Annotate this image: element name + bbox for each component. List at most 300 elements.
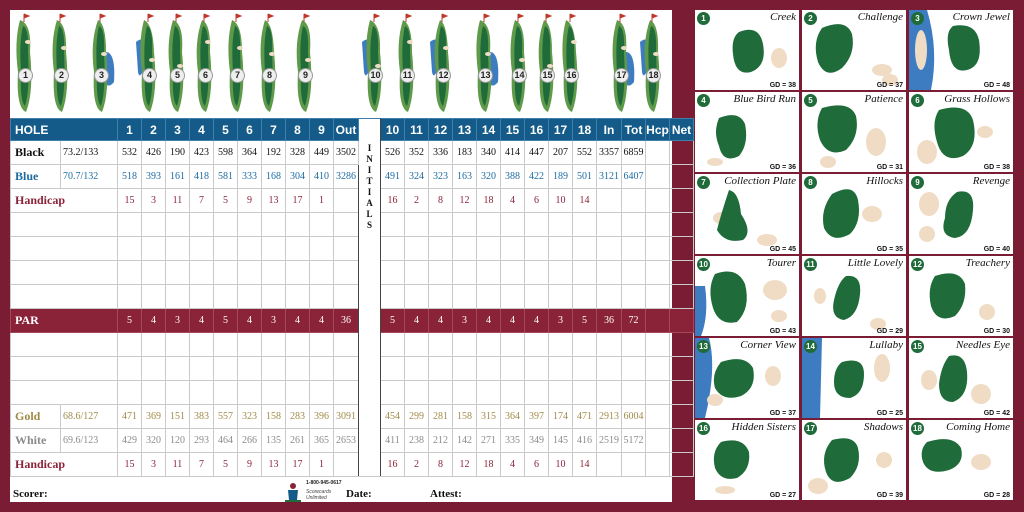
green-name: Needles Eye [955,339,1010,351]
score-entry-cell[interactable] [190,237,214,261]
score-entry-cell[interactable] [525,261,549,285]
back-hole-cell: 336 [429,141,453,165]
score-entry-cell[interactable] [118,237,142,261]
back-hole-cell: 349 [525,429,549,453]
score-entry-cell[interactable] [142,381,166,405]
green-depth: GD = 38 [983,164,1010,171]
front-hole-cell: 192 [262,141,286,165]
score-entry-cell[interactable] [334,237,359,261]
front-hole-cell: 9 [238,189,262,213]
hole-number: 17 [549,119,573,141]
front-hole-cell: 418 [190,165,214,189]
score-entry-cell[interactable] [238,381,262,405]
green-card-6 [909,92,1013,172]
score-entry-cell[interactable] [453,261,477,285]
score-entry-cell[interactable] [573,213,597,237]
front-hole-cell: 3 [166,309,190,333]
score-entry-cell[interactable] [310,261,334,285]
score-entry-cell[interactable] [286,261,310,285]
score-entry-cell[interactable] [142,237,166,261]
score-entry-cell[interactable] [166,261,190,285]
score-entry-cell[interactable] [118,285,142,309]
back-hole-cell: 340 [477,141,501,165]
back-hole-cell: 271 [477,429,501,453]
green-card-17 [802,420,906,500]
score-entry-cell[interactable] [334,381,359,405]
score-entry-cell[interactable] [429,213,453,237]
score-entry-cell[interactable] [286,381,310,405]
front-hole-cell: 9 [238,453,262,477]
green-name: Patience [864,93,903,105]
hole-map-10 [360,12,390,116]
score-entry-cell[interactable] [573,261,597,285]
player-row-4 [11,285,694,309]
hole-number: 14 [477,119,501,141]
front-hole-cell: 518 [118,165,142,189]
score-entry-cell[interactable] [166,237,190,261]
score-entry-cell[interactable] [214,285,238,309]
score-entry-cell[interactable] [190,213,214,237]
green-card-3 [909,10,1013,90]
initials-letter: I [367,164,372,175]
back-hole-cell: 4 [405,309,429,333]
score-entry-cell[interactable] [597,381,622,405]
net-cell[interactable] [670,429,694,453]
score-entry-cell[interactable] [646,213,670,237]
back-hole-cell: 18 [477,189,501,213]
score-entry-cell[interactable] [477,333,501,357]
net-cell[interactable] [670,165,694,189]
score-entry-cell[interactable] [405,261,429,285]
score-entry-cell[interactable] [477,381,501,405]
score-entry-cell[interactable] [622,357,646,381]
green-number-badge: 12 [911,258,924,271]
score-entry-cell[interactable] [453,285,477,309]
back-hole-cell: 364 [501,405,525,429]
green-depth: GD = 37 [876,82,903,89]
out-cell: 36 [334,309,359,333]
score-entry-cell[interactable] [405,213,429,237]
score-entry-cell[interactable] [142,333,166,357]
score-entry-cell[interactable] [405,237,429,261]
score-entry-cell[interactable] [310,237,334,261]
back-hole-cell: 491 [381,165,405,189]
score-entry-cell[interactable] [549,213,573,237]
blue-rating: 70.7/132 [61,165,118,189]
score-entry-cell[interactable] [286,237,310,261]
score-entry-cell[interactable] [670,357,694,381]
hole-number: 3 [166,119,190,141]
score-entry-cell[interactable] [549,333,573,357]
score-entry-cell[interactable] [597,285,622,309]
score-entry-cell[interactable] [549,261,573,285]
score-entry-cell[interactable] [646,381,670,405]
hole-map-3 [86,12,116,116]
blue-label: Blue [11,165,61,189]
score-entry-cell[interactable] [501,357,525,381]
score-entry-cell[interactable] [622,261,646,285]
score-entry-cell[interactable] [166,381,190,405]
hole-number: 2 [142,119,166,141]
score-entry-cell[interactable] [142,285,166,309]
score-entry-cell[interactable] [310,357,334,381]
score-entry-cell[interactable] [262,381,286,405]
par-label: PAR [11,309,118,333]
score-entry-cell[interactable] [238,333,262,357]
score-entry-cell[interactable] [622,333,646,357]
score-entry-cell[interactable] [646,237,670,261]
hcp-cell[interactable] [646,165,670,189]
score-entry-cell[interactable] [262,357,286,381]
back-hole-cell: 4 [501,453,525,477]
score-entry-cell[interactable] [525,285,549,309]
front-hole-cell: 190 [166,141,190,165]
score-entry-cell[interactable] [453,213,477,237]
score-entry-cell[interactable] [525,213,549,237]
in-cell [597,453,622,477]
score-entry-cell[interactable] [622,213,646,237]
green-number-badge: 2 [804,12,817,25]
player-name-cell[interactable] [11,357,118,381]
hcp-cell[interactable] [646,141,670,165]
score-entry-cell[interactable] [573,333,597,357]
score-entry-cell[interactable] [286,333,310,357]
black-rating: 73.2/133 [61,141,118,165]
score-entry-cell[interactable] [549,381,573,405]
score-entry-cell[interactable] [190,381,214,405]
back-hole-cell: 320 [477,165,501,189]
front-hole-cell: 369 [142,405,166,429]
score-entry-cell[interactable] [453,237,477,261]
player-name-cell[interactable] [11,285,118,309]
front-hole-cell: 1 [310,453,334,477]
green-card-8 [802,174,906,254]
score-entry-cell[interactable] [214,237,238,261]
score-entry-cell[interactable] [670,261,694,285]
out-header: Out [334,119,359,141]
front-hole-cell: 13 [262,453,286,477]
score-entry-cell[interactable] [381,213,405,237]
score-entry-cell[interactable] [118,357,142,381]
score-entry-cell[interactable] [166,213,190,237]
hole-map-11 [392,12,422,116]
attest-label: Attest: [430,488,462,500]
score-entry-cell[interactable] [646,357,670,381]
score-entry-cell[interactable] [501,333,525,357]
score-entry-cell[interactable] [525,381,549,405]
score-entry-cell[interactable] [142,357,166,381]
score-entry-cell[interactable] [310,285,334,309]
front-hole-cell: 135 [262,429,286,453]
hole-map-7 [222,12,252,116]
score-entry-cell[interactable] [286,285,310,309]
player-row-5 [11,333,694,357]
back-hole-cell: 18 [477,453,501,477]
player-name-cell[interactable] [11,237,118,261]
score-entry-cell[interactable] [501,285,525,309]
net-header: Net [670,119,694,141]
front-hole-cell: 293 [190,429,214,453]
score-entry-cell[interactable] [214,381,238,405]
back-hole-cell: 16 [381,453,405,477]
hcp-cell[interactable] [646,189,670,213]
score-entry-cell[interactable] [262,261,286,285]
score-entry-cell[interactable] [477,261,501,285]
green-name: Corner View [740,339,796,351]
green-name: Creek [770,11,796,23]
score-entry-cell[interactable] [286,357,310,381]
hole-map-2 [46,12,76,116]
score-entry-cell[interactable] [262,333,286,357]
score-entry-cell[interactable] [334,261,359,285]
net-cell[interactable] [670,453,694,477]
gold-label: Gold [11,405,61,429]
score-entry-cell[interactable] [597,333,622,357]
hole-number: 8 [286,119,310,141]
score-entry-cell[interactable] [381,357,405,381]
back-hole-cell: 2 [405,453,429,477]
player-name-cell[interactable] [11,213,118,237]
score-entry-cell[interactable] [477,213,501,237]
green-number-badge: 16 [697,422,710,435]
hole-layout-icon [190,12,220,116]
score-entry-cell[interactable] [118,333,142,357]
player-name-cell[interactable] [11,261,118,285]
score-entry-cell[interactable] [405,381,429,405]
tot-header: Tot [622,119,646,141]
front-hole-cell: 323 [238,405,262,429]
score-entry-cell[interactable] [381,333,405,357]
initials-letter: L [366,208,373,219]
score-entry-cell[interactable] [334,213,359,237]
score-entry-cell[interactable] [381,261,405,285]
scorer-label: Scorer: [13,488,48,500]
hole-map-number: 16 [564,68,579,83]
tot-cell [622,453,646,477]
front-hole-cell: 304 [286,165,310,189]
score-entry-cell[interactable] [429,261,453,285]
score-entry-cell[interactable] [118,261,142,285]
net-cell[interactable] [670,141,694,165]
player-row-2 [11,237,694,261]
score-entry-cell[interactable] [646,261,670,285]
hcp-cell[interactable] [646,453,670,477]
green-depth: GD = 35 [876,246,903,253]
green-number-badge: 9 [911,176,924,189]
score-entry-cell[interactable] [381,381,405,405]
score-entry-cell[interactable] [238,237,262,261]
score-entry-cell[interactable] [429,285,453,309]
score-entry-cell[interactable] [190,261,214,285]
score-entry-cell[interactable] [214,333,238,357]
score-entry-cell[interactable] [214,357,238,381]
score-entry-cell[interactable] [453,333,477,357]
green-name: Crown Jewel [952,11,1010,23]
score-entry-cell[interactable] [549,285,573,309]
score-entry-cell[interactable] [190,285,214,309]
hole-number: 9 [310,119,334,141]
score-entry-cell[interactable] [501,381,525,405]
gold-rating: 68.6/127 [61,405,118,429]
player-name-cell[interactable] [11,333,118,357]
score-entry-cell[interactable] [670,381,694,405]
green-depth: GD = 43 [769,328,796,335]
score-entry-cell[interactable] [238,357,262,381]
back-hole-cell: 299 [405,405,429,429]
hcp-cell[interactable] [646,309,670,333]
score-entry-cell[interactable] [525,357,549,381]
score-entry-cell[interactable] [405,333,429,357]
front-hole-cell: 464 [214,429,238,453]
front-hole-cell: 11 [166,453,190,477]
player-row-1 [11,213,694,237]
hole-number: 13 [453,119,477,141]
score-entry-cell[interactable] [118,381,142,405]
score-entry-cell[interactable] [477,237,501,261]
score-entry-cell[interactable] [597,261,622,285]
score-entry-cell[interactable] [549,357,573,381]
in-cell: 36 [597,309,622,333]
score-entry-cell[interactable] [405,357,429,381]
score-entry-cell[interactable] [573,237,597,261]
score-entry-cell[interactable] [166,285,190,309]
green-depth: GD = 30 [983,328,1010,335]
score-entry-cell[interactable] [597,213,622,237]
score-entry-cell[interactable] [118,213,142,237]
score-entry-cell[interactable] [262,213,286,237]
score-entry-cell[interactable] [549,237,573,261]
front-hole-cell: 4 [310,309,334,333]
score-entry-cell[interactable] [310,381,334,405]
score-entry-cell[interactable] [646,333,670,357]
initials-header [359,119,381,141]
score-entry-cell[interactable] [286,213,310,237]
score-entry-cell[interactable] [622,237,646,261]
front-hole-cell: 1 [310,189,334,213]
score-entry-cell[interactable] [142,261,166,285]
net-cell[interactable] [670,309,694,333]
back-hole-cell: 142 [453,429,477,453]
score-entry-cell[interactable] [670,237,694,261]
green-number-badge: 11 [804,258,817,271]
score-entry-cell[interactable] [501,213,525,237]
green-card-13 [695,338,799,418]
score-entry-cell[interactable] [453,381,477,405]
hole-layout-icon [638,12,668,116]
hcp-cell[interactable] [646,405,670,429]
green-number-badge: 4 [697,94,710,107]
score-entry-cell[interactable] [381,285,405,309]
back-hole-cell: 501 [573,165,597,189]
score-entry-cell[interactable] [670,285,694,309]
score-entry-cell[interactable] [310,213,334,237]
green-card-10 [695,256,799,336]
score-entry-cell[interactable] [429,381,453,405]
green-depth: GD = 39 [876,492,903,499]
score-entry-cell[interactable] [429,237,453,261]
score-entry-cell[interactable] [622,381,646,405]
score-entry-cell[interactable] [190,357,214,381]
score-entry-cell[interactable] [238,213,262,237]
front-hole-cell: 7 [190,453,214,477]
score-entry-cell[interactable] [453,357,477,381]
score-entry-cell[interactable] [646,285,670,309]
front-hole-cell: 396 [310,405,334,429]
score-entry-cell[interactable] [525,237,549,261]
score-entry-cell[interactable] [142,213,166,237]
front-hole-cell: 283 [286,405,310,429]
score-entry-cell[interactable] [214,213,238,237]
score-entry-cell[interactable] [501,261,525,285]
hole-label: HOLE [11,119,118,141]
front-hole-cell: 3 [142,189,166,213]
score-entry-cell[interactable] [573,285,597,309]
score-entry-cell[interactable] [477,357,501,381]
score-entry-cell[interactable] [381,237,405,261]
front-hole-cell: 423 [190,141,214,165]
green-depth: GD = 37 [769,410,796,417]
score-entry-cell[interactable] [501,237,525,261]
score-entry-cell[interactable] [310,333,334,357]
score-entry-cell[interactable] [597,237,622,261]
score-entry-cell[interactable] [262,237,286,261]
hole-map-5 [162,12,192,116]
score-entry-cell[interactable] [262,285,286,309]
green-name: Hidden Sisters [731,421,796,433]
score-entry-cell[interactable] [214,261,238,285]
score-entry-cell[interactable] [429,333,453,357]
score-entry-cell[interactable] [405,285,429,309]
score-entry-cell[interactable] [670,213,694,237]
score-entry-cell[interactable] [477,285,501,309]
score-entry-cell[interactable] [238,261,262,285]
back-hole-cell: 14 [573,189,597,213]
score-entry-cell[interactable] [573,381,597,405]
back-hole-cell: 6 [525,453,549,477]
net-cell[interactable] [670,189,694,213]
hole-map-number: 15 [540,68,555,83]
hole-map-number: 14 [512,68,527,83]
front-hole-cell: 4 [238,309,262,333]
score-entry-cell[interactable] [166,357,190,381]
score-entry-cell[interactable] [334,285,359,309]
back-hole-cell: 454 [381,405,405,429]
score-entry-cell[interactable] [622,285,646,309]
hcp-cell[interactable] [646,429,670,453]
score-entry-cell[interactable] [334,333,359,357]
net-cell[interactable] [670,405,694,429]
score-entry-cell[interactable] [573,357,597,381]
hole-number: 12 [429,119,453,141]
hole-number: 15 [501,119,525,141]
back-hole-cell: 4 [477,309,501,333]
in-header: In [597,119,622,141]
score-entry-cell[interactable] [670,333,694,357]
green-depth: GD = 45 [769,246,796,253]
score-entry-cell[interactable] [597,357,622,381]
score-entry-cell[interactable] [429,357,453,381]
player-name-cell[interactable] [11,381,118,405]
score-entry-cell[interactable] [238,285,262,309]
hole-map-number: 9 [298,68,313,83]
score-entry-cell[interactable] [334,357,359,381]
green-number-badge: 8 [804,176,817,189]
green-card-18 [909,420,1013,500]
score-entry-cell[interactable] [166,333,190,357]
front-hole-cell: 161 [166,165,190,189]
score-entry-cell[interactable] [190,333,214,357]
score-entry-cell[interactable] [525,333,549,357]
